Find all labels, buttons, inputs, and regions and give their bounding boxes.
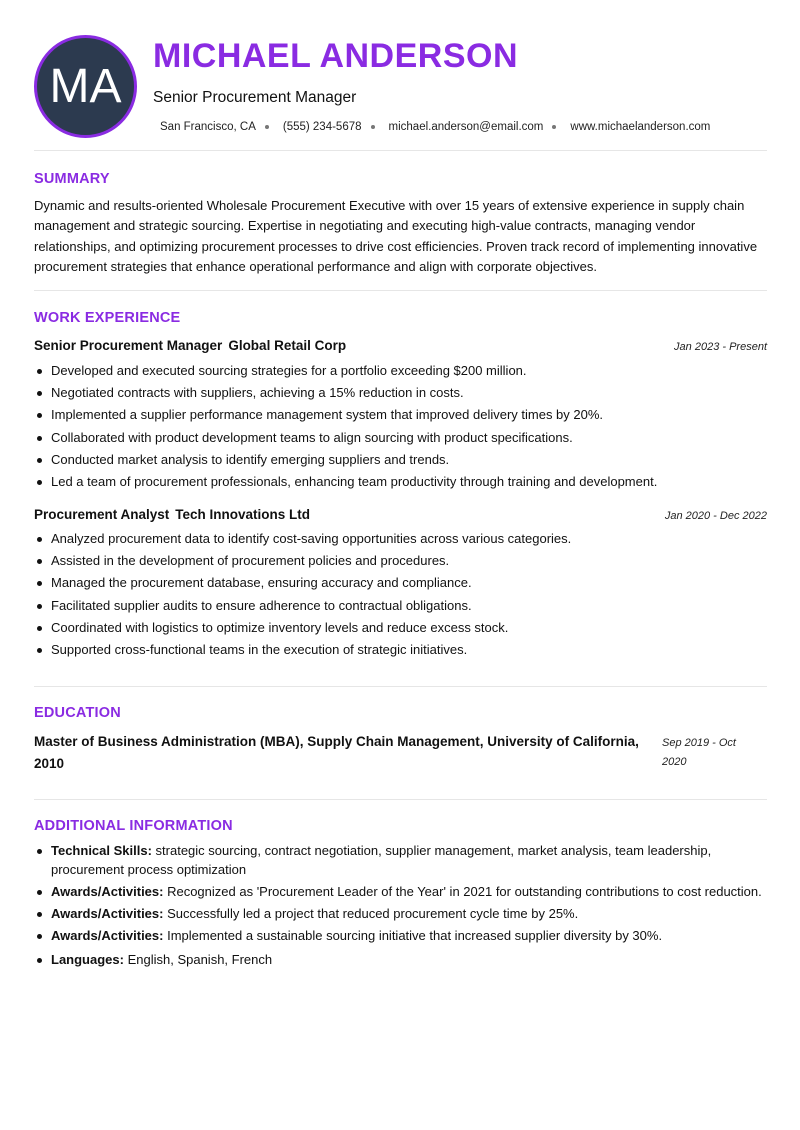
candidate-name: MICHAEL ANDERSON — [153, 37, 519, 75]
section-divider — [34, 150, 767, 151]
job-role: Senior Procurement Manager — [34, 338, 223, 353]
list-item: Managed the procurement database, ensuring accuracy and compliance. — [34, 572, 767, 594]
job-role: Procurement Analyst — [34, 507, 170, 522]
section-divider — [34, 686, 767, 687]
list-item: Collaborated with product development teams to align sourcing with product specifications. — [34, 427, 767, 449]
list-item — [34, 842, 767, 879]
list-item: Negotiated contracts with suppliers, achieving a 15% reduction in costs. — [34, 382, 767, 404]
job-dates: Jan 2023 - Present — [674, 341, 767, 353]
bullet-separator-icon — [552, 125, 556, 129]
item-label: Awards/Activities: — [51, 927, 164, 943]
candidate-title: Senior Procurement Manager — [153, 89, 357, 106]
item-text: strategic sourcing, contract negotiation, supplier management, market analysis, team leadership, procurement process optimization — [51, 843, 712, 877]
job-title-line — [34, 338, 346, 353]
list-item — [34, 905, 767, 924]
job-header — [34, 338, 767, 353]
work-experience-heading: WORK EXPERIENCE — [34, 310, 181, 326]
contact-location: San Francisco, CA — [160, 121, 256, 133]
job-company: Global Retail Corp — [228, 338, 347, 353]
additional-info-list — [34, 842, 767, 973]
list-item — [34, 883, 767, 902]
contact-website[interactable]: www.michaelanderson.com — [570, 121, 711, 133]
list-item: Conducted market analysis to identify emerging suppliers and trends. — [34, 449, 767, 471]
list-item: Assisted in the development of procurement policies and procedures. — [34, 550, 767, 572]
list-item: Facilitated supplier audits to ensure adherence to contractual obligations. — [34, 595, 767, 617]
list-item: Led a team of procurement professionals, enhancing team productivity through training and development. — [34, 471, 767, 493]
item-text: Recognized as 'Procurement Leader of the Year' in 2021 for outstanding contributions to cost reduction. — [163, 883, 762, 899]
additional-info-heading: ADDITIONAL INFORMATION — [34, 818, 233, 834]
contact-line — [160, 121, 710, 133]
item-text: Successfully led a project that reduced procurement cycle time by 25%. — [163, 905, 579, 921]
summary-heading: SUMMARY — [34, 171, 110, 187]
contact-email[interactable]: michael.anderson@email.com — [388, 121, 544, 133]
list-item: Analyzed procurement data to identify cost-saving opportunities across various categories. — [34, 528, 767, 550]
job-dates: Jan 2020 - Dec 2022 — [664, 510, 767, 522]
job-company: Tech Innovations Ltd — [175, 507, 311, 522]
bullet-separator-icon — [265, 125, 269, 129]
list-item — [34, 951, 767, 970]
section-divider — [34, 290, 767, 291]
job-title-line — [34, 507, 310, 522]
item-text: English, Spanish, French — [123, 952, 273, 967]
job-bullets — [34, 528, 767, 661]
section-divider — [34, 799, 767, 800]
list-item: Supported cross-functional teams in the execution of strategic initiatives. — [34, 639, 767, 661]
item-label: Languages: — [51, 952, 124, 967]
list-item: Implemented a supplier performance management system that improved delivery times by 20%. — [34, 404, 767, 426]
education-dates: Sep 2019 - Oct 2020 — [662, 737, 736, 768]
education-heading: EDUCATION — [34, 705, 121, 721]
list-item: Coordinated with logistics to optimize inventory levels and reduce excess stock. — [34, 617, 767, 639]
item-label: Awards/Activities: — [51, 883, 164, 899]
list-item: Developed and executed sourcing strategies for a portfolio exceeding $200 million. — [34, 360, 767, 382]
job-bullets — [34, 360, 767, 493]
contact-phone: (555) 234-5678 — [282, 121, 362, 133]
bullet-separator-icon — [371, 125, 375, 129]
education-degree: Master of Business Administration (MBA), Supply Chain Management, University of California, 2010 — [34, 734, 639, 771]
item-text: Implemented a sustainable sourcing initiative that increased supplier diversity by 30%. — [163, 927, 663, 943]
job-header — [34, 507, 767, 522]
avatar-initials: MA — [49, 60, 122, 113]
avatar — [34, 35, 137, 138]
summary-text: Dynamic and results-oriented Wholesale Procurement Executive with over 15 years of extensive experience in supply chain management and strategic sourcing. Expertise in negotiating and executing high-value contracts, managing vendor relationships, and optimizing procurement processes to drive cost efficiencies. Proven track record of implementing innovative procurement strategies that enhance operational performance and align with corporate objectives. — [34, 198, 758, 274]
item-label: Awards/Activities: — [51, 905, 164, 921]
list-item — [34, 927, 767, 946]
item-label: Technical Skills: — [51, 843, 152, 858]
